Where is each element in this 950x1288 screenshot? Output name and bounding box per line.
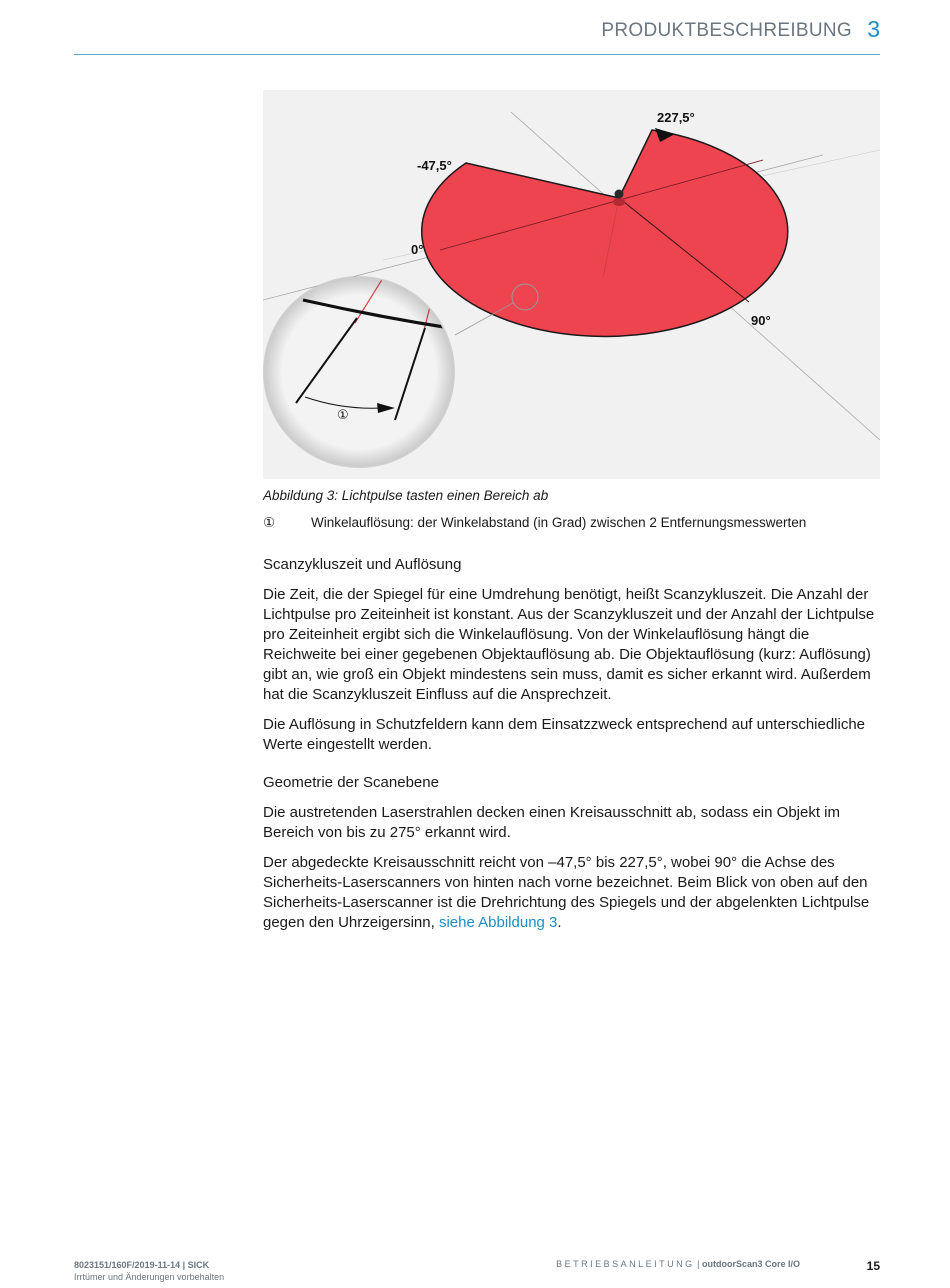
paragraph-scan-cycle-2: Die Auflösung in Schutzfeldern kann dem Einsatzzweck entsprechend auf unterschiedliche Werte eingestellt werden. [263,716,866,753]
paragraph-geometry-2-text: Der abgedeckte Kreisausschnitt reicht von –47,5° bis 227,5°, wobei 90° die Achse des Sicherheits-Laserscanners von hinten nach vorne bezeichnet. Beim Blick von oben auf den Sicherheits-Laserscanner ist die Drehrichtung des Spiegels und der abgelenkten Lichtpulse gegen den Uhrzeigersinn, [263,854,870,931]
footer-doc-ref: 8023151/160F/2019-11-14 | SICK [74,1260,210,1270]
scan-sector [422,130,788,336]
callout-marker: ① [337,408,349,423]
footer-disclaimer: Irrtümer und Änderungen vorbehalten [74,1272,225,1282]
page-header [74,16,880,55]
footer-left [74,1259,224,1283]
page-number: 15 [866,1259,880,1273]
magnifier-content [263,276,463,476]
label-0: 0° [411,242,424,257]
scan-area-figure [263,90,880,479]
figure-reference-link[interactable]: siehe Abbildung 3 [438,914,558,931]
heading-geometry: Geometrie der Scanebene [263,774,439,791]
label-minus-47-5: -47,5° [417,158,452,173]
heading-scan-cycle: Scanzykluszeit und Auflösung [263,556,462,573]
paragraph-geometry-2 [263,853,880,933]
scan-area-diagram [263,90,880,479]
paragraph-geometry-1: Die austretenden Laserstrahlen decken einen Kreisausschnitt ab, sodass ein Objekt im Bereich von bis zu 275° erkannt wird. [263,804,840,841]
legend-marker: ① [263,515,276,530]
label-90: 90° [751,313,771,328]
section-title: PRODUKTBESCHREIBUNG [601,20,852,41]
footer-separator: | [694,1259,702,1269]
figure-caption: Abbildung 3: Lichtpulse tasten einen Bereich ab [263,488,549,503]
paragraph-scan-cycle-1: Die Zeit, die der Spiegel für eine Umdrehung benötigt, heißt Scanzykluszeit. Die Anzahl der Lichtpulse pro Zeiteinheit ist konstant. Aus der Scanzykluszeit und der Anzahl der Lichtpulse pro Zeiteinheit ergibt sich die Winkelauflösung. Von der Winkelauflösung hängt die Reichweite bei einer gegebenen Objektauflösung ab. Die Objektauflösung (kurz: Auflösung) gibt an, wie groß ein Objekt mindestens sein muss, damit es sicher erkannt wird. Außerdem hat die Scanzykluszeit Einfluss auf die Ansprechzeit. [263,586,875,703]
scanner-center [615,190,624,199]
chapter-number: 3 [867,16,880,42]
body-content [263,555,880,943]
footer-product: outdoorScan3 Core I/O [701,1259,800,1269]
label-227-5: 227,5° [657,110,695,125]
footer-doc-kind: BETRIEBSANLEITUNG [556,1259,695,1269]
legend-text: Winkelauflösung: der Winkelabstand (in Grad) zwischen 2 Entfernungsmesswerten [311,515,807,530]
paragraph-geometry-2-end: . [557,914,562,931]
scanner-base [613,198,625,206]
footer-right [556,1259,800,1269]
